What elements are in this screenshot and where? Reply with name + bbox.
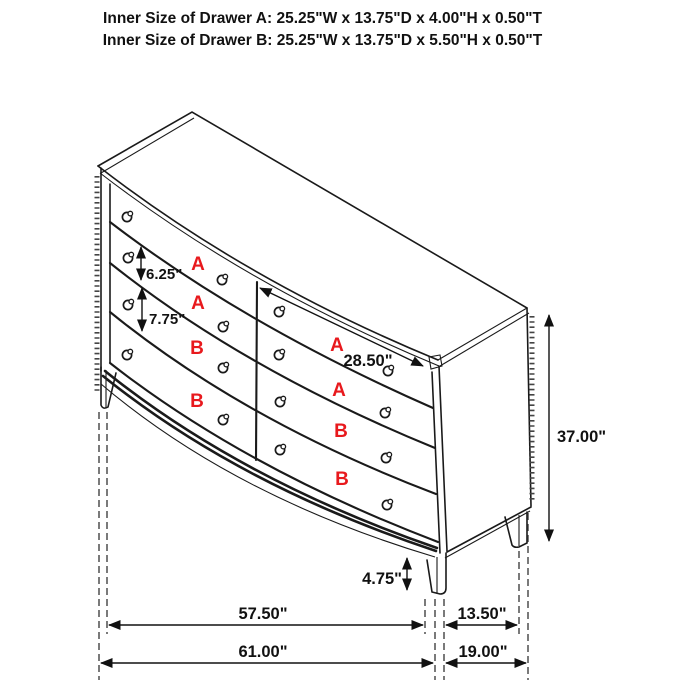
drawer-label: A xyxy=(191,293,205,314)
drawer-label: B xyxy=(335,469,349,490)
drawer-label: A xyxy=(330,335,344,356)
dim-drawer-b-height: 7.75" xyxy=(149,311,186,328)
drawer-knob xyxy=(218,321,228,331)
drawer-knob xyxy=(122,211,132,221)
drawer-knob xyxy=(380,407,390,417)
dresser-outline xyxy=(97,112,532,594)
drawer-label: A xyxy=(191,254,205,275)
dim-drawer-a-height: 6.25" xyxy=(146,266,183,283)
drawer-knob xyxy=(123,299,133,309)
drawer-knob xyxy=(217,274,227,284)
inner-size-note xyxy=(0,8,645,52)
drawer-knob xyxy=(275,444,285,454)
drawer-label: B xyxy=(334,421,348,442)
drawer-label: A xyxy=(332,380,346,401)
drawer-knob xyxy=(274,306,284,316)
dim-width-between-legs: 57.50" xyxy=(238,605,288,623)
drawer-knob xyxy=(275,396,285,406)
inner-size-drawer-b: Inner Size of Drawer B: 25.25"W x 13.75"D x 5.50"H x 0.50"T xyxy=(102,32,543,49)
drawer-knob xyxy=(274,349,284,359)
drawer-knob xyxy=(382,499,392,509)
drawer-knob xyxy=(218,362,228,372)
inner-size-drawer-a: Inner Size of Drawer A: 25.25"W x 13.75"D x 4.00"H x 0.50"T xyxy=(103,10,542,27)
dim-overall-height: 37.00" xyxy=(557,428,607,446)
dim-depth-between-legs: 13.50" xyxy=(457,605,507,623)
drawer-label: B xyxy=(190,391,204,412)
drawer-knob xyxy=(218,414,228,424)
dim-overall-width: 61.00" xyxy=(238,643,288,661)
drawer-knob xyxy=(123,252,133,262)
extension-lines xyxy=(99,412,528,680)
dim-overall-depth: 19.00" xyxy=(458,643,508,661)
drawer-knob xyxy=(381,452,391,462)
dim-drawer-width: 28.50" xyxy=(343,352,393,370)
drawer-type-labels xyxy=(190,254,349,490)
dim-leg-height: 4.75" xyxy=(362,570,402,588)
drawer-knob xyxy=(122,349,132,359)
drawer-label: B xyxy=(190,338,204,359)
